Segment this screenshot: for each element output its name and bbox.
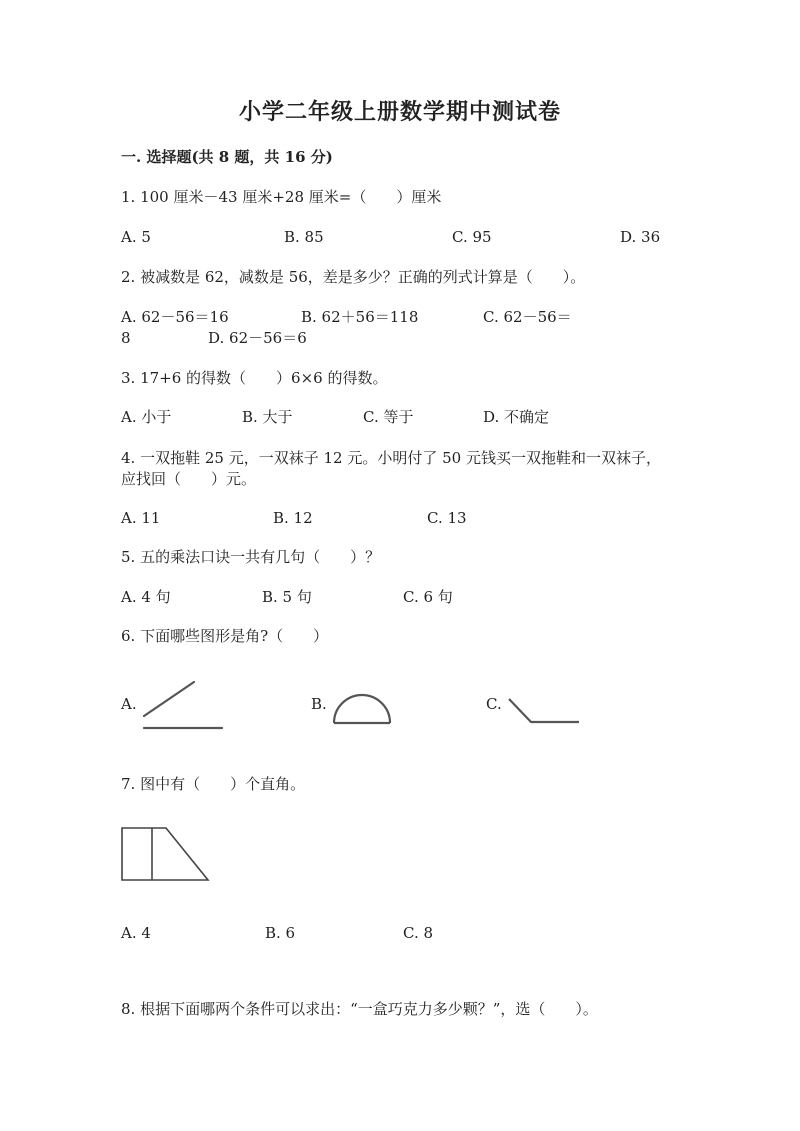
option-b[interactable]: B. — [311, 695, 327, 713]
question-stem: 1. 100 厘米－43 厘米+28 厘米=（ ）厘米 — [121, 188, 442, 206]
question-stem-line-1: 4. 一双拖鞋 25 元，一双袜子 12 元。小明付了 50 元钱买一双拖鞋和一双袜子， — [121, 449, 661, 467]
section-heading: 一. 选择题(共 8 题，共 16 分) — [121, 148, 333, 166]
option-a[interactable]: A. 11 — [121, 509, 161, 527]
question-stem: 3. 17+6 的得数（ ）6×6 的得数。 — [121, 369, 388, 387]
option-c[interactable]: C. — [486, 695, 502, 713]
option-c[interactable]: C. 6 句 — [403, 588, 453, 606]
option-c[interactable]: C. 8 — [403, 924, 434, 942]
option-b[interactable]: B. 6 — [265, 924, 296, 942]
option-a[interactable]: A. 4 — [121, 924, 151, 942]
question-stem: 6. 下面哪些图形是角?（ ） — [121, 627, 329, 645]
option-a[interactable]: A. 小于 — [121, 408, 172, 426]
question-stem: 5. 五的乘法口诀一共有几句（ ）？ — [121, 548, 381, 566]
option-a[interactable]: A. 5 — [121, 228, 151, 246]
option-c[interactable]: C. 13 — [427, 509, 467, 527]
question-stem: 8. 根据下面哪两个条件可以求出：“一盒巧克力多少颗？”，选（ ）。 — [121, 1000, 598, 1018]
option-c-continued[interactable]: 8 — [121, 329, 131, 347]
option-c[interactable]: C. 等于 — [363, 408, 414, 426]
figure-c-angle — [505, 694, 585, 726]
option-b[interactable]: B. 12 — [273, 509, 313, 527]
figure-trapezoid-right-angles — [118, 824, 214, 886]
option-b[interactable]: B. 大于 — [242, 408, 293, 426]
figure-a-angle-lines — [140, 678, 230, 734]
option-c[interactable]: C. 62－56＝ — [483, 308, 572, 326]
option-c[interactable]: C. 95 — [452, 228, 492, 246]
question-stem-line-2: 应找回（ ）元。 — [121, 470, 257, 488]
option-a[interactable]: A. 62－56＝16 — [121, 308, 229, 326]
question-stem: 7. 图中有（ ）个直角。 — [121, 775, 306, 793]
option-a[interactable]: A. 4 句 — [121, 588, 171, 606]
option-b[interactable]: B. 62＋56＝118 — [301, 308, 419, 326]
option-a[interactable]: A. — [121, 695, 137, 713]
option-d[interactable]: D. 62－56＝6 — [208, 329, 307, 347]
option-b[interactable]: B. 85 — [284, 228, 324, 246]
page-title: 小学二年级上册数学期中测试卷 — [238, 99, 561, 125]
option-d[interactable]: D. 36 — [620, 228, 661, 246]
option-d[interactable]: D. 不确定 — [483, 408, 550, 426]
option-b[interactable]: B. 5 句 — [262, 588, 312, 606]
figure-b-semicircle — [330, 688, 394, 728]
question-stem: 2. 被减数是 62，减数是 56，差是多少？正确的列式计算是（ ）。 — [121, 268, 586, 286]
